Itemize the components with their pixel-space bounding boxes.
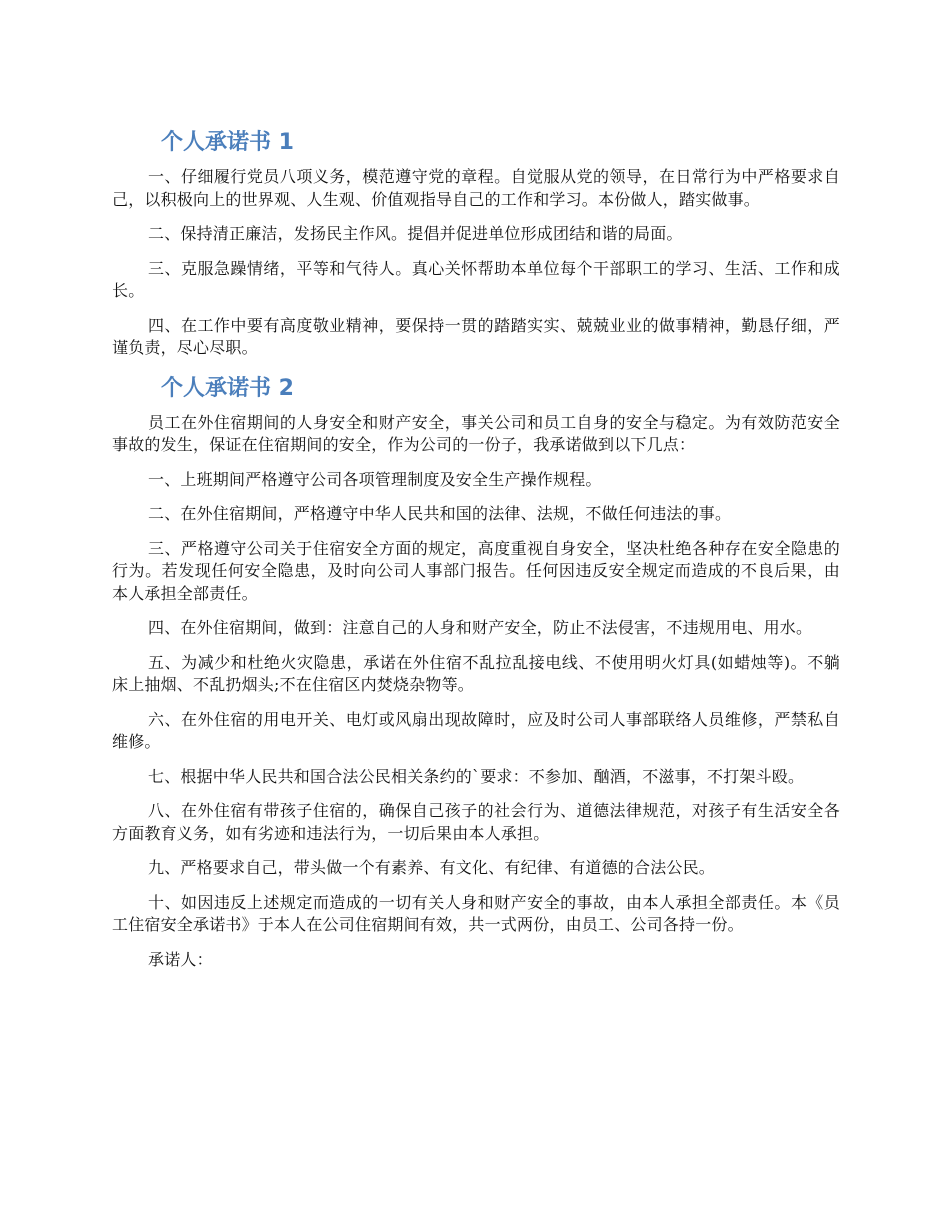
section-2-paragraph: 二、在外住宿期间，严格遵守中华人民共和国的法律、法规，不做任何违法的事。	[148, 504, 732, 523]
section-1-paragraph: 三、克服急躁情绪，平等和气待人。真心关怀帮助本单位每个干部职工的学习、生活、工作和成长。	[112, 258, 840, 300]
section-2-paragraph: 一、上班期间严格遵守公司各项管理制度及安全生产操作规程。	[148, 469, 602, 489]
section-1-heading: 个人承诺书 1	[161, 130, 294, 155]
signatory-label: 承诺人：	[148, 949, 213, 969]
section-2-paragraph: 六、在外住宿的用电开关、电灯或风扇出现故障时，应及时公司人事部联络人员维修，严禁私自维修。	[112, 709, 840, 751]
section-2-paragraph: 八、在外住宿有带孩子住宿的，确保自己孩子的社会行为、道德法律规范，对孩子有生活安全各方面教育义务，如有劣迹和违法行为，一切后果由本人承担。	[112, 801, 840, 843]
section-2-heading: 个人承诺书 2	[161, 375, 294, 401]
section-2-paragraph: 四、在外住宿期间，做到：注意自己的人身和财产安全，防止不法侵害，不违规用电、用水。	[148, 618, 813, 637]
section-1-paragraph: 四、在工作中要有高度敬业精神，要保持一贯的踏踏实实、兢兢业业的做事精神，勤恳仔细，严谨负责，尽心尽职。	[112, 315, 840, 357]
document-body	[112, 126, 840, 983]
section-2-paragraph: 十、如因违反上述规定而造成的一切有关人身和财产安全的事故，由本人承担全部责任。本《员工住宿安全承诺书》于本人在公司住宿期间有效，共一式两份，由员工、公司各持一份。	[112, 892, 840, 934]
section-2-paragraph: 五、为减少和杜绝火灾隐患，承诺在外住宿不乱拉乱接电线、不使用明火灯具(如蜡烛等)。不躺床上抽烟、不乱扔烟头;不在住宿区内焚烧杂物等。	[112, 652, 840, 694]
section-2-paragraph: 员工在外住宿期间的人身安全和财产安全，事关公司和员工自身的安全与稳定。为有效防范安全事故的发生，保证在住宿期间的安全，作为公司的一份子，我承诺做到以下几点：	[112, 412, 840, 454]
section-1-paragraph: 二、保持清正廉洁，发扬民主作风。提倡并促进单位形成团结和谐的局面。	[148, 224, 683, 243]
section-1-paragraph: 一、仔细履行党员八项义务，模范遵守党的章程。自觉服从党的领导，在日常行为中严格要求自己，以积极向上的世界观、人生观、价值观指导自己的工作和学习。本份做人，踏实做事。	[112, 167, 840, 209]
section-2-paragraph: 三、严格遵守公司关于住宿安全方面的规定，高度重视自身安全，坚决杜绝各种存在安全隐患的行为。若发现任何安全隐患，及时向公司人事部门报告。任何因违反安全规定而造成的不良后果，由本人承担全部责任。	[112, 538, 840, 603]
section-2-paragraph: 九、严格要求自己，带头做一个有素养、有文化、有纪律、有道德的合法公民。	[148, 858, 716, 877]
section-2-paragraph: 七、根据中华人民共和国合法公民相关条约的`要求：不参加、酗酒，不滋事，不打架斗殴。	[148, 766, 805, 786]
